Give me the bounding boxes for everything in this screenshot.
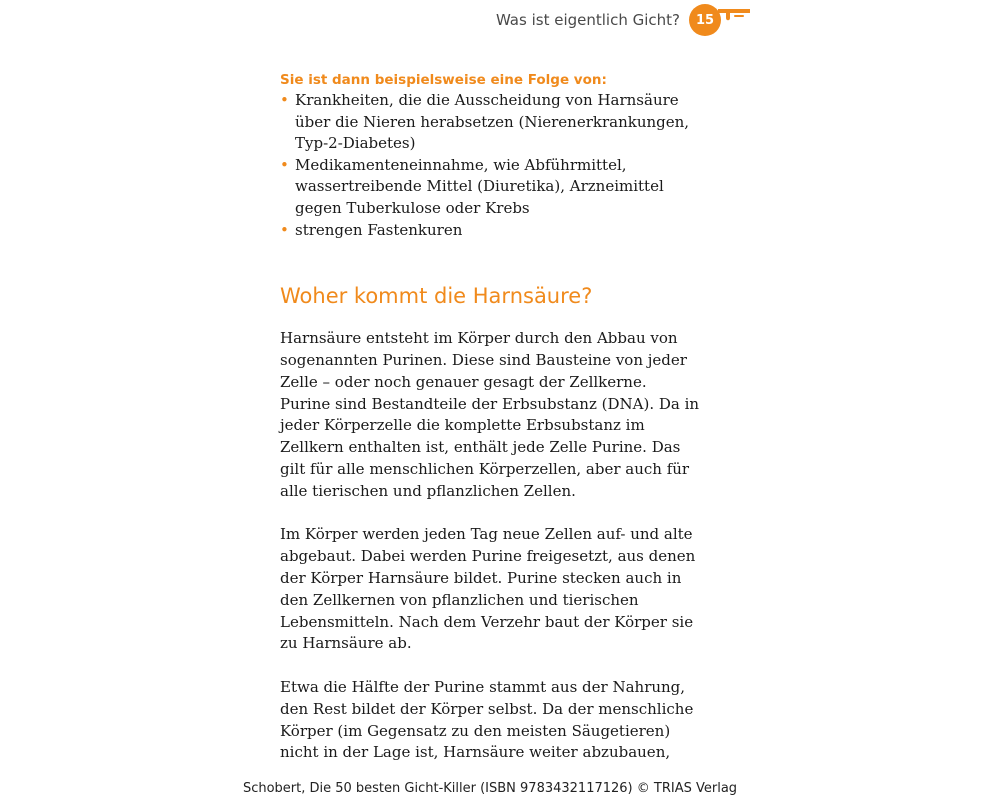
intro-lead: Sie ist dann beispielsweise eine Folge von: xyxy=(280,72,607,88)
section-heading: Woher kommt die Harnsäure? xyxy=(280,284,593,309)
list-item xyxy=(280,155,700,220)
bullet-dot-icon: • xyxy=(280,155,289,174)
list-item-text: Krankheiten, die die Ausscheidung von Harnsäure über die Nieren herabsetzen (Nierenerkrankungen, Typ-2-Diabetes) xyxy=(295,91,690,153)
paragraph: Etwa die Hälfte der Purine stammt aus der Nahrung, den Rest bildet der Körper selbst. Da der menschliche Körper (im Gegensatz zu den meisten Säugetieren) nicht in der Lage ist, Harnsäure weiter abzubauen, xyxy=(280,677,694,762)
list-item xyxy=(280,220,700,242)
bullet-dot-icon: • xyxy=(280,220,289,239)
page-number-badge: 15 xyxy=(689,4,721,36)
list-item-text: strengen Fastenkuren xyxy=(295,220,463,239)
bullet-dot-icon: • xyxy=(280,91,289,109)
page-content xyxy=(280,70,700,764)
paragraph: Im Körper werden jeden Tag neue Zellen auf- und alte abgebaut. Dabei werden Purine freigesetzt, aus denen der Körper Harnsäure bildet. Purine stecken auch in den Zellkernen von pflanzlichen und tierischen Lebensmitteln. Nach dem Verzehr baut der Körper sie zu Harnsäure ab. xyxy=(280,525,696,653)
paragraph: Harnsäure entsteht im Körper durch den Abbau von sogenannten Purinen. Diese sind Bausteine von jeder Zelle – oder noch genauer gesagt der Zellkerne. Purine sind Bestandteile der Erbsubstanz (DNA). Da in jeder Körperzelle die komplette Erbsubstanz im Zellkern enthalten ist, enthält jede Zelle Purine. Das gilt für alle menschlichen Körperzellen, aber auch für alle tierischen und pflanzlichen Zellen. xyxy=(280,329,700,500)
pointing-hand-icon xyxy=(716,4,752,24)
footer-citation: Schobert, Die 50 besten Gicht-Killer (ISBN 9783432117126) © TRIAS Verlag xyxy=(242,781,738,796)
list-item-text: Medikamenteneinnahme, wie Abführmittel, wassertreibende Mittel (Diuretika), Arzneimittel gegen Tuberkulose oder Krebs xyxy=(295,155,664,217)
list-item xyxy=(280,90,700,155)
cause-list xyxy=(280,90,700,241)
running-title: Was ist eigentlich Gicht? xyxy=(495,11,680,29)
